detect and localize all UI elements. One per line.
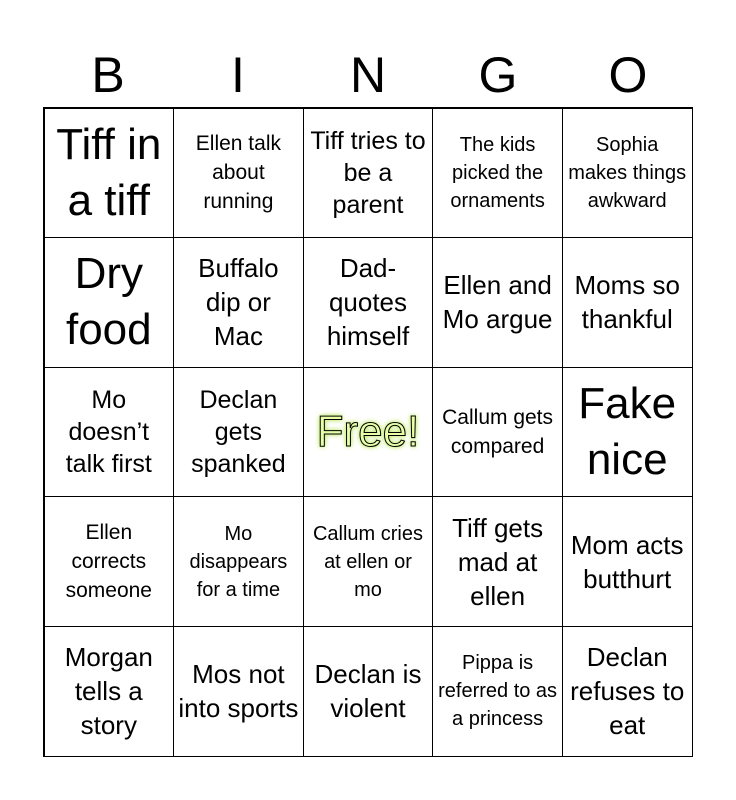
cell-text: Declan gets spanked [191, 385, 286, 478]
cell-text: Mom acts butthurt [570, 529, 684, 594]
bingo-card [43, 107, 693, 757]
header-letter-i: I [231, 47, 245, 103]
bingo-cell[interactable] [303, 496, 434, 627]
bingo-cell[interactable] [432, 237, 563, 368]
bingo-cell[interactable] [562, 496, 693, 627]
bingo-cell[interactable] [44, 496, 175, 627]
bingo-cell[interactable] [44, 367, 175, 498]
bingo-cell[interactable] [303, 108, 434, 239]
free-space-cell[interactable] [303, 367, 434, 498]
cell-text: Declan refuses to eat [570, 642, 685, 741]
cell-text: Fake nice [578, 378, 677, 484]
bingo-cell[interactable] [432, 626, 563, 757]
bingo-cell[interactable] [432, 367, 563, 498]
cell-text: Dad-quotes himself [326, 253, 410, 352]
bingo-cell[interactable] [173, 496, 304, 627]
cell-text: Mos not into sports [178, 659, 299, 724]
bingo-header [43, 42, 693, 108]
bingo-cell[interactable] [562, 626, 693, 757]
cell-text: Pippa is referred to as a princess [438, 652, 558, 731]
bingo-cell[interactable] [562, 367, 693, 498]
cell-text: Dry food [65, 249, 152, 355]
cell-text: Tiff gets mad at ellen [452, 512, 544, 611]
bingo-cell[interactable] [173, 108, 304, 239]
cell-text: Ellen corrects someone [65, 521, 152, 603]
header-letter-n: N [349, 47, 387, 103]
bingo-cell[interactable] [173, 237, 304, 368]
cell-text: Tiff tries to be a parent [310, 126, 426, 219]
bingo-cell[interactable] [303, 626, 434, 757]
cell-text: Sophia makes things awkward [568, 133, 687, 212]
bingo-cell[interactable] [44, 108, 175, 239]
header-letter-g: G [478, 47, 518, 103]
bingo-cell[interactable] [173, 367, 304, 498]
bingo-cell[interactable] [303, 237, 434, 368]
bingo-cell[interactable] [562, 237, 693, 368]
cell-text: The kids picked the ornaments [450, 133, 545, 212]
header-letter-b: B [91, 47, 125, 103]
cell-text: Ellen talk about running [195, 132, 281, 214]
free-space-text: Free! [316, 406, 420, 456]
cell-text: Morgan tells a story [64, 642, 153, 741]
cell-text: Ellen and Mo argue [442, 270, 553, 335]
bingo-cell[interactable] [432, 496, 563, 627]
cell-text: Mo doesn’t talk first [65, 385, 152, 478]
bingo-cell[interactable] [562, 108, 693, 239]
bingo-cell[interactable] [44, 237, 175, 368]
cell-text: Mo disappears for a time [189, 522, 288, 601]
header-letter-o: O [608, 47, 648, 103]
bingo-cell[interactable] [173, 626, 304, 757]
cell-text: Tiff in a tiff [56, 119, 162, 225]
cell-text: Moms so thankful [574, 270, 680, 335]
cell-text: Buffalo dip or Mac [198, 253, 279, 352]
bingo-cell[interactable] [432, 108, 563, 239]
bingo-cell[interactable] [44, 626, 175, 757]
cell-text: Declan is violent [314, 659, 422, 724]
cell-text: Callum gets compared [442, 405, 554, 458]
cell-text: Callum cries at ellen or mo [312, 522, 423, 601]
